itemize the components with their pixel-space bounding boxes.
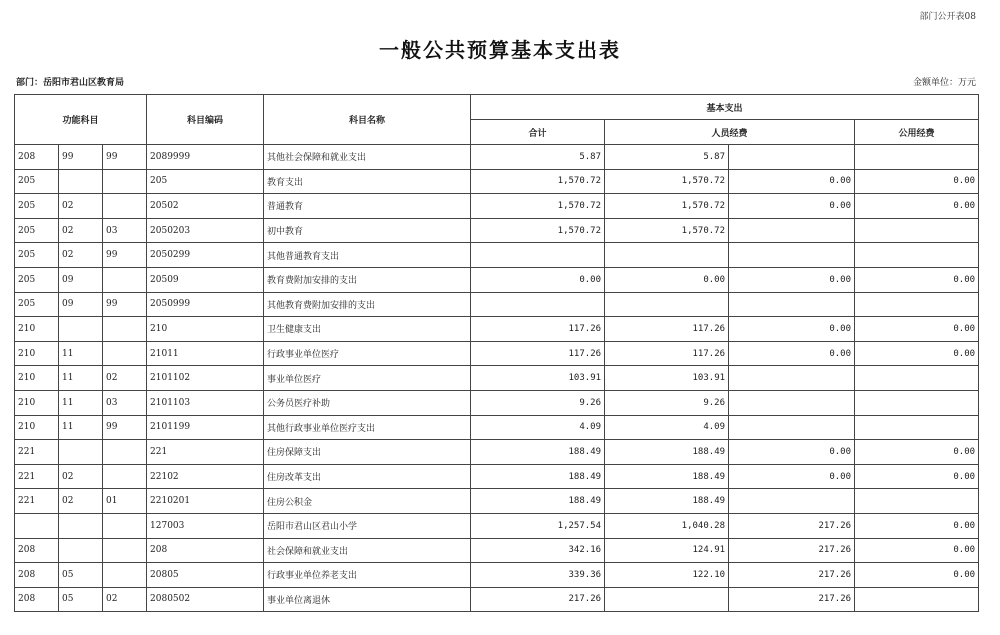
cell-subject-name: 教育费附加安排的支出 bbox=[264, 267, 471, 292]
cell-func-class: 205 bbox=[15, 194, 59, 219]
cell-personnel: 188.49 bbox=[605, 440, 729, 465]
cell-total: 188.49 bbox=[471, 464, 605, 489]
cell-personnel-other bbox=[729, 366, 855, 391]
top-note: 部门公开表08 bbox=[919, 12, 976, 22]
cell-subject-name: 初中教育 bbox=[264, 218, 471, 243]
cell-subject-code: 221 bbox=[147, 440, 264, 465]
cell-subject-code: 2089999 bbox=[147, 145, 264, 170]
table-row bbox=[15, 292, 979, 317]
cell-public: 0.00 bbox=[855, 267, 979, 292]
cell-func-item bbox=[59, 169, 103, 194]
cell-func-subitem: 99 bbox=[103, 415, 147, 440]
cell-personnel: 0.00 bbox=[605, 267, 729, 292]
cell-func-class: 210 bbox=[15, 390, 59, 415]
table-row bbox=[15, 390, 979, 415]
cell-personnel-other bbox=[729, 243, 855, 268]
cell-total: 9.26 bbox=[471, 390, 605, 415]
cell-subject-name: 普通教育 bbox=[264, 194, 471, 219]
cell-public: 0.00 bbox=[855, 563, 979, 588]
cell-subject-code: 2050203 bbox=[147, 218, 264, 243]
cell-personnel-other: 0.00 bbox=[729, 317, 855, 342]
cell-personnel: 117.26 bbox=[605, 341, 729, 366]
cell-public: 0.00 bbox=[855, 341, 979, 366]
cell-func-class: 205 bbox=[15, 169, 59, 194]
cell-func-item: 02 bbox=[59, 194, 103, 219]
cell-personnel: 117.26 bbox=[605, 317, 729, 342]
budget-table bbox=[14, 94, 979, 612]
header-public: 公用经费 bbox=[855, 120, 979, 145]
cell-subject-code: 210 bbox=[147, 317, 264, 342]
table-body bbox=[15, 145, 979, 612]
cell-total bbox=[471, 292, 605, 317]
cell-public bbox=[855, 243, 979, 268]
page-title: 一般公共预算基本支出表 bbox=[379, 38, 621, 62]
cell-subject-code: 205 bbox=[147, 169, 264, 194]
table-row bbox=[15, 563, 979, 588]
cell-total: 1,570.72 bbox=[471, 218, 605, 243]
cell-personnel-other bbox=[729, 145, 855, 170]
cell-personnel: 188.49 bbox=[605, 489, 729, 514]
cell-public: 0.00 bbox=[855, 464, 979, 489]
cell-func-item bbox=[59, 440, 103, 465]
table-row bbox=[15, 267, 979, 292]
cell-func-subitem bbox=[103, 194, 147, 219]
table-row bbox=[15, 194, 979, 219]
cell-total: 339.36 bbox=[471, 563, 605, 588]
cell-total bbox=[471, 243, 605, 268]
cell-personnel bbox=[605, 587, 729, 612]
cell-func-class: 208 bbox=[15, 587, 59, 612]
cell-func-subitem: 03 bbox=[103, 390, 147, 415]
cell-public: 0.00 bbox=[855, 440, 979, 465]
table-row bbox=[15, 341, 979, 366]
cell-subject-name: 教育支出 bbox=[264, 169, 471, 194]
cell-public: 0.00 bbox=[855, 538, 979, 563]
cell-func-item: 11 bbox=[59, 341, 103, 366]
cell-func-subitem: 03 bbox=[103, 218, 147, 243]
cell-func-class: 221 bbox=[15, 489, 59, 514]
cell-personnel-other: 217.26 bbox=[729, 587, 855, 612]
cell-func-subitem: 99 bbox=[103, 292, 147, 317]
cell-personnel: 1,570.72 bbox=[605, 194, 729, 219]
cell-func-item bbox=[59, 538, 103, 563]
department-label: 部门：岳阳市君山区教育局 bbox=[16, 78, 125, 88]
cell-public: 0.00 bbox=[855, 513, 979, 538]
cell-subject-code: 2101103 bbox=[147, 390, 264, 415]
table-row bbox=[15, 366, 979, 391]
cell-subject-code: 22102 bbox=[147, 464, 264, 489]
cell-func-class: 205 bbox=[15, 292, 59, 317]
cell-func-item: 09 bbox=[59, 267, 103, 292]
cell-total: 103.91 bbox=[471, 366, 605, 391]
cell-public bbox=[855, 292, 979, 317]
cell-func-item: 05 bbox=[59, 587, 103, 612]
cell-func-class: 208 bbox=[15, 538, 59, 563]
cell-subject-name: 事业单位离退休 bbox=[264, 587, 471, 612]
cell-personnel-other: 0.00 bbox=[729, 267, 855, 292]
cell-func-class: 208 bbox=[15, 145, 59, 170]
cell-total: 5.87 bbox=[471, 145, 605, 170]
cell-subject-code: 20509 bbox=[147, 267, 264, 292]
cell-subject-name: 其他行政事业单位医疗支出 bbox=[264, 415, 471, 440]
cell-total: 1,257.54 bbox=[471, 513, 605, 538]
cell-func-class: 210 bbox=[15, 317, 59, 342]
cell-subject-name: 社会保障和就业支出 bbox=[264, 538, 471, 563]
cell-func-subitem bbox=[103, 317, 147, 342]
header-total: 合计 bbox=[471, 120, 605, 145]
cell-func-subitem: 01 bbox=[103, 489, 147, 514]
cell-personnel-other: 0.00 bbox=[729, 341, 855, 366]
cell-personnel-other: 217.26 bbox=[729, 563, 855, 588]
cell-personnel-other: 217.26 bbox=[729, 513, 855, 538]
cell-func-class: 210 bbox=[15, 341, 59, 366]
table-row bbox=[15, 218, 979, 243]
cell-func-subitem bbox=[103, 440, 147, 465]
cell-func-subitem bbox=[103, 563, 147, 588]
cell-func-subitem: 02 bbox=[103, 366, 147, 391]
cell-subject-code: 20805 bbox=[147, 563, 264, 588]
cell-personnel: 5.87 bbox=[605, 145, 729, 170]
header-function-subject: 功能科目 bbox=[15, 95, 147, 145]
cell-personnel: 103.91 bbox=[605, 366, 729, 391]
cell-func-item: 02 bbox=[59, 243, 103, 268]
cell-personnel-other bbox=[729, 292, 855, 317]
cell-subject-code: 2210201 bbox=[147, 489, 264, 514]
cell-total: 1,570.72 bbox=[471, 169, 605, 194]
cell-subject-code: 2050299 bbox=[147, 243, 264, 268]
cell-func-item: 09 bbox=[59, 292, 103, 317]
cell-func-class: 208 bbox=[15, 563, 59, 588]
cell-func-subitem: 02 bbox=[103, 587, 147, 612]
cell-subject-code: 20502 bbox=[147, 194, 264, 219]
cell-func-subitem: 99 bbox=[103, 145, 147, 170]
cell-subject-code: 127003 bbox=[147, 513, 264, 538]
table-row bbox=[15, 317, 979, 342]
cell-personnel: 9.26 bbox=[605, 390, 729, 415]
cell-personnel-other bbox=[729, 415, 855, 440]
cell-subject-code: 2050999 bbox=[147, 292, 264, 317]
cell-func-item bbox=[59, 317, 103, 342]
cell-public: 0.00 bbox=[855, 169, 979, 194]
cell-total: 1,570.72 bbox=[471, 194, 605, 219]
cell-subject-name: 住房保障支出 bbox=[264, 440, 471, 465]
cell-personnel-other: 217.26 bbox=[729, 538, 855, 563]
cell-func-item: 05 bbox=[59, 563, 103, 588]
cell-personnel-other bbox=[729, 390, 855, 415]
cell-func-item: 02 bbox=[59, 489, 103, 514]
table-row bbox=[15, 440, 979, 465]
cell-subject-name: 行政事业单位医疗 bbox=[264, 341, 471, 366]
header-basic-expense: 基本支出 bbox=[471, 95, 979, 120]
header-subject-code: 科目编码 bbox=[147, 95, 264, 145]
cell-subject-code: 2080502 bbox=[147, 587, 264, 612]
cell-public bbox=[855, 415, 979, 440]
cell-func-class: 210 bbox=[15, 415, 59, 440]
cell-subject-name: 住房改革支出 bbox=[264, 464, 471, 489]
cell-subject-name: 行政事业单位养老支出 bbox=[264, 563, 471, 588]
cell-func-subitem bbox=[103, 538, 147, 563]
cell-total: 4.09 bbox=[471, 415, 605, 440]
cell-personnel: 1,570.72 bbox=[605, 218, 729, 243]
cell-func-class: 221 bbox=[15, 464, 59, 489]
cell-personnel-other bbox=[729, 218, 855, 243]
cell-func-subitem: 99 bbox=[103, 243, 147, 268]
cell-subject-code: 2101102 bbox=[147, 366, 264, 391]
cell-personnel bbox=[605, 292, 729, 317]
table-row bbox=[15, 169, 979, 194]
cell-personnel: 122.10 bbox=[605, 563, 729, 588]
table-row bbox=[15, 489, 979, 514]
table-row bbox=[15, 538, 979, 563]
cell-func-class: 221 bbox=[15, 440, 59, 465]
cell-func-item: 11 bbox=[59, 415, 103, 440]
table-row bbox=[15, 464, 979, 489]
table-row bbox=[15, 145, 979, 170]
cell-subject-name: 公务员医疗补助 bbox=[264, 390, 471, 415]
cell-personnel: 188.49 bbox=[605, 464, 729, 489]
cell-func-class bbox=[15, 513, 59, 538]
table-row bbox=[15, 415, 979, 440]
cell-func-item: 11 bbox=[59, 390, 103, 415]
cell-func-item: 02 bbox=[59, 218, 103, 243]
cell-public bbox=[855, 218, 979, 243]
cell-subject-name: 其他社会保障和就业支出 bbox=[264, 145, 471, 170]
cell-public bbox=[855, 587, 979, 612]
cell-subject-name: 卫生健康支出 bbox=[264, 317, 471, 342]
cell-total: 0.00 bbox=[471, 267, 605, 292]
cell-func-class: 205 bbox=[15, 218, 59, 243]
cell-personnel bbox=[605, 243, 729, 268]
table-row bbox=[15, 513, 979, 538]
cell-func-item: 11 bbox=[59, 366, 103, 391]
cell-total: 217.26 bbox=[471, 587, 605, 612]
amount-unit-label: 金额单位：万元 bbox=[912, 78, 976, 88]
cell-subject-code: 208 bbox=[147, 538, 264, 563]
cell-subject-name: 事业单位医疗 bbox=[264, 366, 471, 391]
cell-func-item: 02 bbox=[59, 464, 103, 489]
cell-personnel: 124.91 bbox=[605, 538, 729, 563]
cell-total: 188.49 bbox=[471, 489, 605, 514]
cell-personnel-other: 0.00 bbox=[729, 194, 855, 219]
table-row bbox=[15, 587, 979, 612]
cell-personnel: 4.09 bbox=[605, 415, 729, 440]
header-personnel: 人员经费 bbox=[605, 120, 855, 145]
cell-func-class: 205 bbox=[15, 267, 59, 292]
cell-personnel: 1,570.72 bbox=[605, 169, 729, 194]
cell-total: 117.26 bbox=[471, 317, 605, 342]
cell-public bbox=[855, 489, 979, 514]
cell-personnel: 1,040.28 bbox=[605, 513, 729, 538]
cell-personnel-other bbox=[729, 489, 855, 514]
cell-func-subitem bbox=[103, 513, 147, 538]
cell-func-subitem bbox=[103, 169, 147, 194]
cell-subject-name: 其他教育费附加安排的支出 bbox=[264, 292, 471, 317]
cell-func-class: 210 bbox=[15, 366, 59, 391]
cell-public: 0.00 bbox=[855, 194, 979, 219]
cell-subject-code: 2101199 bbox=[147, 415, 264, 440]
cell-subject-name: 住房公积金 bbox=[264, 489, 471, 514]
cell-func-item bbox=[59, 513, 103, 538]
cell-total: 188.49 bbox=[471, 440, 605, 465]
cell-subject-name: 其他普通教育支出 bbox=[264, 243, 471, 268]
cell-public: 0.00 bbox=[855, 317, 979, 342]
cell-func-class: 205 bbox=[15, 243, 59, 268]
cell-func-item: 99 bbox=[59, 145, 103, 170]
cell-total: 117.26 bbox=[471, 341, 605, 366]
cell-func-subitem bbox=[103, 464, 147, 489]
cell-total: 342.16 bbox=[471, 538, 605, 563]
cell-func-subitem bbox=[103, 341, 147, 366]
cell-subject-name: 岳阳市君山区君山小学 bbox=[264, 513, 471, 538]
table-row bbox=[15, 243, 979, 268]
cell-subject-code: 21011 bbox=[147, 341, 264, 366]
cell-public bbox=[855, 366, 979, 391]
cell-personnel-other: 0.00 bbox=[729, 169, 855, 194]
cell-personnel-other: 0.00 bbox=[729, 464, 855, 489]
cell-public bbox=[855, 390, 979, 415]
cell-personnel-other: 0.00 bbox=[729, 440, 855, 465]
cell-public bbox=[855, 145, 979, 170]
header-subject-name: 科目名称 bbox=[264, 95, 471, 145]
cell-func-subitem bbox=[103, 267, 147, 292]
